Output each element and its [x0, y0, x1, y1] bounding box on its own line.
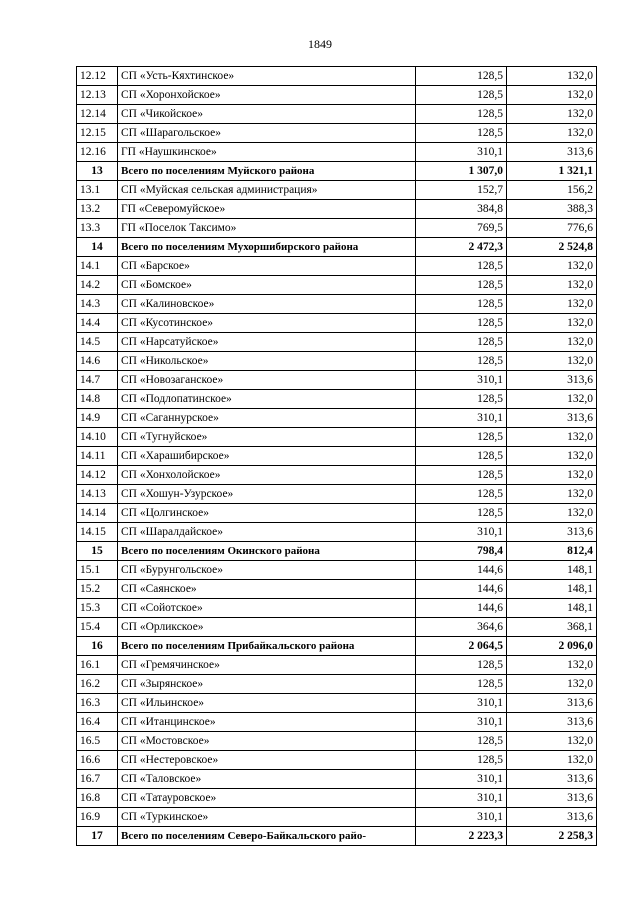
value-2021-cell: 310,1	[416, 789, 507, 808]
row-number-cell: 16.1	[77, 656, 118, 675]
settlements-budget-table	[76, 66, 597, 846]
value-2021-cell: 128,5	[416, 447, 507, 466]
value-2022-cell: 313,6	[507, 371, 597, 390]
row-number-cell: 13.2	[77, 200, 118, 219]
settlement-name-cell: СП «Подлопатинское»	[118, 390, 416, 409]
settlement-name-cell: СП «Туркинское»	[118, 808, 416, 827]
table-row	[77, 770, 597, 789]
value-2022-cell: 2 096,0	[507, 637, 597, 656]
value-2022-cell: 313,6	[507, 143, 597, 162]
value-2022-cell: 132,0	[507, 751, 597, 770]
value-2022-cell: 313,6	[507, 409, 597, 428]
row-number-cell: 16.5	[77, 732, 118, 751]
row-number-cell: 12.15	[77, 124, 118, 143]
value-2022-cell: 132,0	[507, 732, 597, 751]
settlement-name-cell: СП «Бурунгольское»	[118, 561, 416, 580]
settlement-name-cell: СП «Бомское»	[118, 276, 416, 295]
row-number-cell: 15.2	[77, 580, 118, 599]
value-2021-cell: 310,1	[416, 371, 507, 390]
row-number-cell: 14	[77, 238, 118, 257]
value-2021-cell: 128,5	[416, 314, 507, 333]
table-row	[77, 105, 597, 124]
value-2021-cell: 128,5	[416, 295, 507, 314]
row-number-cell: 14.15	[77, 523, 118, 542]
row-number-cell: 14.3	[77, 295, 118, 314]
value-2021-cell: 128,5	[416, 124, 507, 143]
value-2021-cell: 128,5	[416, 333, 507, 352]
row-number-cell: 16.6	[77, 751, 118, 770]
settlement-name-cell: Всего по поселениям Прибайкальского района	[118, 637, 416, 656]
value-2021-cell: 310,1	[416, 713, 507, 732]
table-row	[77, 694, 597, 713]
value-2022-cell: 156,2	[507, 181, 597, 200]
value-2021-cell: 128,5	[416, 485, 507, 504]
value-2021-cell: 310,1	[416, 143, 507, 162]
value-2021-cell: 128,5	[416, 257, 507, 276]
value-2022-cell: 313,6	[507, 523, 597, 542]
settlement-name-cell: СП «Чикойское»	[118, 105, 416, 124]
settlement-name-cell: СП «Усть-Кяхтинское»	[118, 67, 416, 86]
value-2021-cell: 128,5	[416, 390, 507, 409]
table-row	[77, 656, 597, 675]
value-2021-cell: 128,5	[416, 86, 507, 105]
value-2022-cell: 132,0	[507, 656, 597, 675]
value-2021-cell: 310,1	[416, 409, 507, 428]
value-2021-cell: 310,1	[416, 770, 507, 789]
table-row	[77, 428, 597, 447]
table-row	[77, 352, 597, 371]
settlement-name-cell: СП «Хонхолойское»	[118, 466, 416, 485]
value-2022-cell: 132,0	[507, 466, 597, 485]
row-number-cell: 14.4	[77, 314, 118, 333]
value-2021-cell: 128,5	[416, 67, 507, 86]
value-2021-cell: 364,6	[416, 618, 507, 637]
row-number-cell: 12.14	[77, 105, 118, 124]
table-row	[77, 485, 597, 504]
value-2022-cell: 132,0	[507, 257, 597, 276]
table-row	[77, 333, 597, 352]
settlement-name-cell: СП «Нарсатуйское»	[118, 333, 416, 352]
settlement-name-cell: СП «Зырянское»	[118, 675, 416, 694]
row-number-cell: 14.5	[77, 333, 118, 352]
table-row	[77, 257, 597, 276]
table-row	[77, 200, 597, 219]
settlement-name-cell: Всего по поселениям Окинского района	[118, 542, 416, 561]
row-number-cell: 16.2	[77, 675, 118, 694]
settlement-name-cell: СП «Кусотинское»	[118, 314, 416, 333]
settlement-name-cell: ГП «Наушкинское»	[118, 143, 416, 162]
settlement-name-cell: Всего по поселениям Муйского района	[118, 162, 416, 181]
table-row	[77, 371, 597, 390]
value-2022-cell: 388,3	[507, 200, 597, 219]
value-2021-cell: 128,5	[416, 751, 507, 770]
value-2021-cell: 1 307,0	[416, 162, 507, 181]
value-2021-cell: 144,6	[416, 561, 507, 580]
value-2022-cell: 132,0	[507, 428, 597, 447]
row-number-cell: 14.10	[77, 428, 118, 447]
row-number-cell: 14.11	[77, 447, 118, 466]
settlement-name-cell: СП «Итанцинское»	[118, 713, 416, 732]
row-number-cell: 13.1	[77, 181, 118, 200]
table-row	[77, 276, 597, 295]
row-number-cell: 12.12	[77, 67, 118, 86]
value-2021-cell: 2 064,5	[416, 637, 507, 656]
settlement-name-cell: Всего по поселениям Мухоршибирского района	[118, 238, 416, 257]
value-2022-cell: 1 321,1	[507, 162, 597, 181]
settlement-name-cell: СП «Муйская сельская администрация»	[118, 181, 416, 200]
settlement-name-cell: СП «Саганнурское»	[118, 409, 416, 428]
value-2021-cell: 310,1	[416, 523, 507, 542]
table-row	[77, 314, 597, 333]
settlement-name-cell: СП «Сойотское»	[118, 599, 416, 618]
settlement-name-cell: СП «Саянское»	[118, 580, 416, 599]
settlement-name-cell: СП «Харашибирское»	[118, 447, 416, 466]
value-2021-cell: 144,6	[416, 580, 507, 599]
value-2022-cell: 313,6	[507, 770, 597, 789]
row-number-cell: 15.4	[77, 618, 118, 637]
value-2021-cell: 2 223,3	[416, 827, 507, 846]
row-number-cell: 17	[77, 827, 118, 846]
value-2022-cell: 132,0	[507, 485, 597, 504]
row-number-cell: 15.1	[77, 561, 118, 580]
table-row	[77, 713, 597, 732]
value-2021-cell: 128,5	[416, 276, 507, 295]
value-2022-cell: 313,6	[507, 694, 597, 713]
table-row	[77, 466, 597, 485]
row-number-cell: 14.6	[77, 352, 118, 371]
row-number-cell: 13	[77, 162, 118, 181]
row-number-cell: 16	[77, 637, 118, 656]
row-number-cell: 14.8	[77, 390, 118, 409]
district-total-row	[77, 542, 597, 561]
table-row	[77, 808, 597, 827]
settlement-name-cell: СП «Шарагольское»	[118, 124, 416, 143]
value-2021-cell: 128,5	[416, 732, 507, 751]
table-row	[77, 789, 597, 808]
row-number-cell: 15	[77, 542, 118, 561]
value-2022-cell: 132,0	[507, 314, 597, 333]
table-row	[77, 181, 597, 200]
settlement-name-cell: СП «Новозаганское»	[118, 371, 416, 390]
table-row	[77, 143, 597, 162]
value-2021-cell: 310,1	[416, 808, 507, 827]
settlement-name-cell: ГП «Поселок Таксимо»	[118, 219, 416, 238]
row-number-cell: 14.9	[77, 409, 118, 428]
settlement-name-cell: Всего по поселениям Северо-Байкальского райо-	[118, 827, 416, 846]
value-2022-cell: 132,0	[507, 124, 597, 143]
value-2022-cell: 132,0	[507, 333, 597, 352]
table-row	[77, 675, 597, 694]
row-number-cell: 16.3	[77, 694, 118, 713]
value-2021-cell: 128,5	[416, 656, 507, 675]
value-2022-cell: 132,0	[507, 67, 597, 86]
value-2022-cell: 368,1	[507, 618, 597, 637]
table-body	[77, 67, 597, 846]
page-number: 1849	[308, 37, 332, 51]
value-2022-cell: 132,0	[507, 105, 597, 124]
row-number-cell: 13.3	[77, 219, 118, 238]
row-number-cell: 14.7	[77, 371, 118, 390]
row-number-cell: 14.13	[77, 485, 118, 504]
table-row	[77, 124, 597, 143]
table-row	[77, 67, 597, 86]
value-2021-cell: 2 472,3	[416, 238, 507, 257]
district-total-row	[77, 162, 597, 181]
value-2022-cell: 132,0	[507, 447, 597, 466]
settlement-name-cell: СП «Таловское»	[118, 770, 416, 789]
settlement-name-cell: СП «Орликское»	[118, 618, 416, 637]
settlement-name-cell: СП «Никольское»	[118, 352, 416, 371]
row-number-cell: 16.9	[77, 808, 118, 827]
value-2021-cell: 384,8	[416, 200, 507, 219]
value-2021-cell: 128,5	[416, 105, 507, 124]
table-row	[77, 219, 597, 238]
value-2022-cell: 132,0	[507, 352, 597, 371]
value-2021-cell: 128,5	[416, 675, 507, 694]
value-2021-cell: 128,5	[416, 352, 507, 371]
row-number-cell: 16.4	[77, 713, 118, 732]
value-2022-cell: 776,6	[507, 219, 597, 238]
settlement-name-cell: СП «Хоронхойское»	[118, 86, 416, 105]
row-number-cell: 14.12	[77, 466, 118, 485]
value-2022-cell: 313,6	[507, 789, 597, 808]
value-2022-cell: 812,4	[507, 542, 597, 561]
district-total-row	[77, 637, 597, 656]
table-row	[77, 561, 597, 580]
table-row	[77, 390, 597, 409]
settlement-name-cell: СП «Шаралдайское»	[118, 523, 416, 542]
settlement-name-cell: СП «Тугнуйское»	[118, 428, 416, 447]
value-2021-cell: 769,5	[416, 219, 507, 238]
settlement-name-cell: СП «Нестеровское»	[118, 751, 416, 770]
value-2021-cell: 798,4	[416, 542, 507, 561]
value-2021-cell: 310,1	[416, 694, 507, 713]
settlement-name-cell: СП «Гремячинское»	[118, 656, 416, 675]
value-2021-cell: 144,6	[416, 599, 507, 618]
settlement-name-cell: СП «Татауровское»	[118, 789, 416, 808]
settlement-name-cell: СП «Барское»	[118, 257, 416, 276]
district-total-row	[77, 827, 597, 846]
row-number-cell: 16.7	[77, 770, 118, 789]
value-2022-cell: 2 524,8	[507, 238, 597, 257]
value-2021-cell: 128,5	[416, 466, 507, 485]
value-2022-cell: 132,0	[507, 390, 597, 409]
value-2022-cell: 132,0	[507, 675, 597, 694]
value-2022-cell: 132,0	[507, 86, 597, 105]
value-2022-cell: 132,0	[507, 276, 597, 295]
value-2021-cell: 128,5	[416, 504, 507, 523]
value-2021-cell: 152,7	[416, 181, 507, 200]
settlement-name-cell: ГП «Северомуйское»	[118, 200, 416, 219]
value-2022-cell: 148,1	[507, 561, 597, 580]
value-2022-cell: 2 258,3	[507, 827, 597, 846]
row-number-cell: 12.13	[77, 86, 118, 105]
table-row	[77, 504, 597, 523]
row-number-cell: 14.14	[77, 504, 118, 523]
table-row	[77, 447, 597, 466]
settlement-name-cell: СП «Хошун-Узурское»	[118, 485, 416, 504]
table-row	[77, 751, 597, 770]
value-2022-cell: 132,0	[507, 295, 597, 314]
row-number-cell: 14.2	[77, 276, 118, 295]
table-row	[77, 618, 597, 637]
table-row	[77, 295, 597, 314]
value-2022-cell: 313,6	[507, 713, 597, 732]
table-row	[77, 523, 597, 542]
value-2022-cell: 148,1	[507, 580, 597, 599]
table-row	[77, 409, 597, 428]
table-row	[77, 599, 597, 618]
value-2022-cell: 313,6	[507, 808, 597, 827]
settlement-name-cell: СП «Калиновское»	[118, 295, 416, 314]
table-row	[77, 732, 597, 751]
row-number-cell: 16.8	[77, 789, 118, 808]
row-number-cell: 12.16	[77, 143, 118, 162]
settlement-name-cell: СП «Мостовское»	[118, 732, 416, 751]
settlement-name-cell: СП «Ильинское»	[118, 694, 416, 713]
row-number-cell: 15.3	[77, 599, 118, 618]
table-row	[77, 86, 597, 105]
settlement-name-cell: СП «Цолгинское»	[118, 504, 416, 523]
value-2022-cell: 132,0	[507, 504, 597, 523]
district-total-row	[77, 238, 597, 257]
table-row	[77, 580, 597, 599]
row-number-cell: 14.1	[77, 257, 118, 276]
value-2021-cell: 128,5	[416, 428, 507, 447]
value-2022-cell: 148,1	[507, 599, 597, 618]
